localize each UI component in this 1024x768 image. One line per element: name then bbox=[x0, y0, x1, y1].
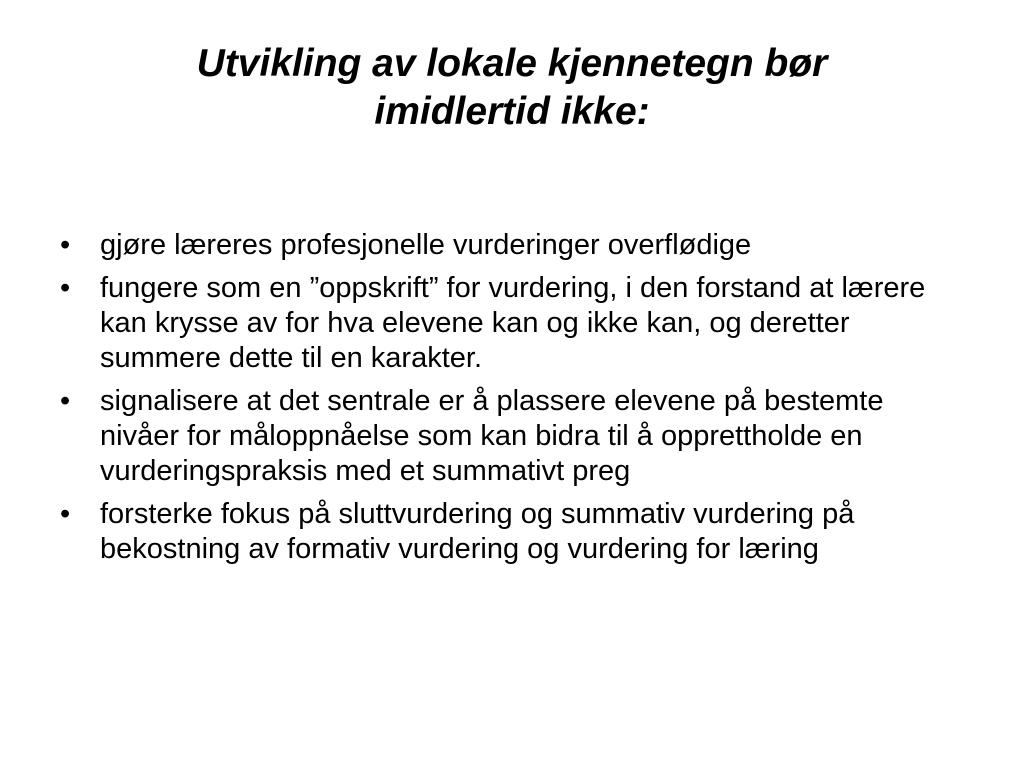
bullet-icon: • bbox=[60, 229, 71, 261]
slide-title-line-1: Utvikling av lokale kjennetegn bør bbox=[196, 42, 828, 85]
bullet-text: fungere som en ”oppskrift” for vurdering, i den forstand at lærere kan krysse av for hva elevene kan og ikke kan, og deretter summere dette til en karakter. bbox=[100, 272, 926, 374]
bullet-text: forsterke fokus på sluttvurdering og summativ vurdering på bekostning av formativ vurdering og vurdering for læring bbox=[100, 498, 855, 565]
bullet-item bbox=[60, 497, 965, 567]
bullet-item bbox=[60, 271, 965, 376]
slide-title bbox=[100, 40, 924, 136]
bullet-icon: • bbox=[60, 385, 71, 417]
bullet-text: gjøre læreres profesjonelle vurderinger overflødige bbox=[100, 229, 752, 261]
bullet-item bbox=[60, 384, 965, 489]
bullet-icon: • bbox=[60, 498, 71, 530]
bullet-list bbox=[60, 228, 965, 575]
slide-title-line-2: imidlertid ikke: bbox=[374, 90, 650, 133]
bullet-item bbox=[60, 228, 965, 263]
bullet-text: signalisere at det sentrale er å plassere elevene på bestemte nivåer for måloppnåelse som kan bidra til å opprettholde en vurderingspraksis med et summativt preg bbox=[100, 385, 884, 487]
bullet-icon: • bbox=[60, 272, 71, 304]
